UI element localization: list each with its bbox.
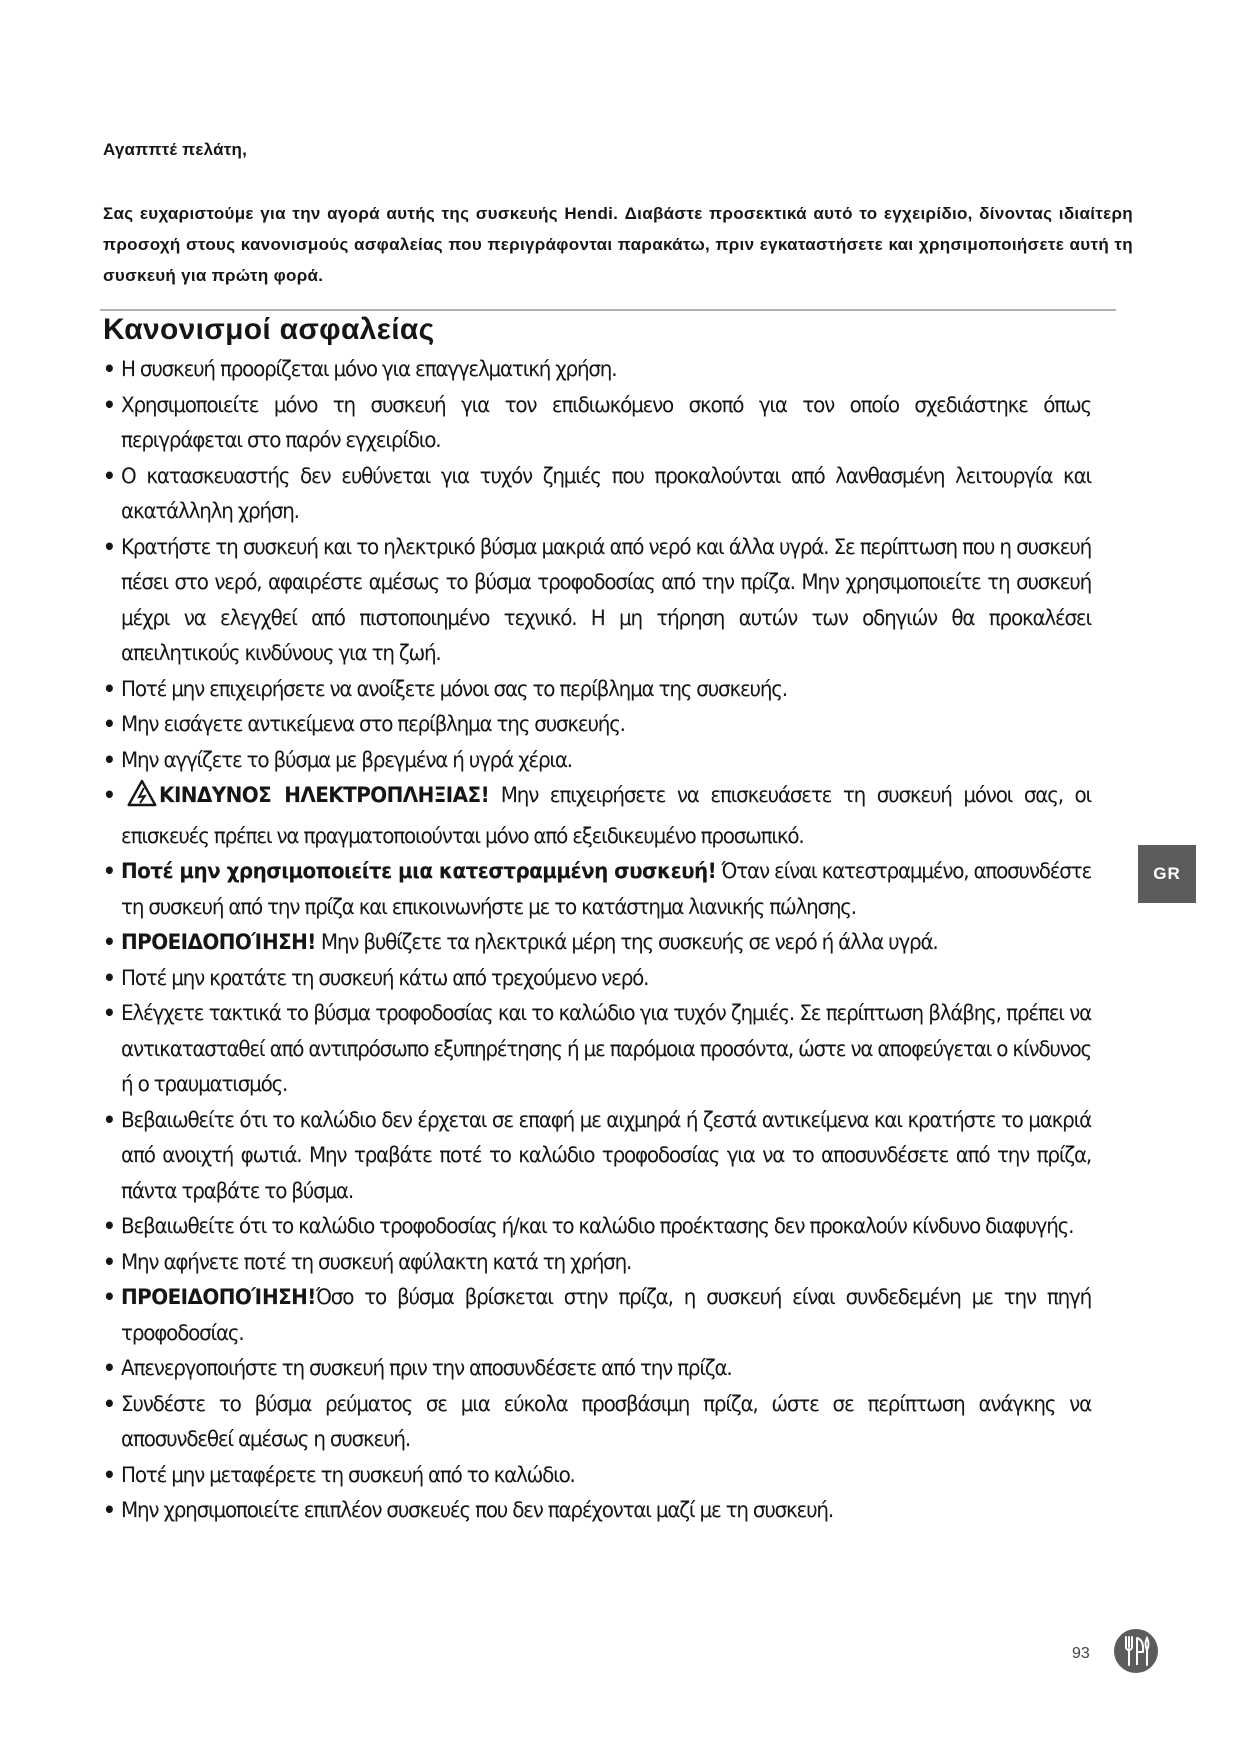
rule-emphasis: ΠΡΟΕΙΔΟΠΟΊΗΣΗ! bbox=[121, 930, 316, 954]
page-number: 93 bbox=[1072, 1645, 1090, 1662]
rule-text: Μην χρησιμοποιείτε επιπλέον συσκευές που δεν παρέχονται μαζί με τη συσκευή. bbox=[121, 1498, 833, 1522]
rule-text: Όταν είναι κατεστραμμένο, αποσυνδέστε τη συσκευή από την πρίζα και επικοινωνήστε με το κατάστημα λιανικής πώλησης. bbox=[121, 859, 1091, 919]
rule-item bbox=[103, 1493, 1091, 1529]
bullet: • bbox=[103, 534, 115, 559]
bullet: • bbox=[103, 1391, 115, 1416]
bullet: • bbox=[103, 1356, 115, 1380]
rule-emphasis: ΚΙΝΔΥΝΟΣ ΗΛΕΚΤΡΟΠΛΗΞΙΑΣ! bbox=[159, 783, 490, 807]
bullet: • bbox=[103, 930, 115, 954]
bullet: • bbox=[103, 463, 115, 488]
rule-text: Ποτέ μην επιχειρήσετε να ανοίξετε μόνοι σας το περίβλημα της συσκευής. bbox=[121, 676, 787, 701]
rule-text: Χρησιμοποιείτε μόνο τη συσκευή για τον επιδιωκόμενο σκοπό για τον οποίο σχεδιάστηκε όπως περιγράφεται στο παρόν εγχειρίδιο. bbox=[121, 392, 1092, 452]
rule-item bbox=[103, 743, 1091, 779]
bullet: • bbox=[103, 1214, 115, 1238]
bullet: • bbox=[103, 1285, 115, 1309]
bullet: • bbox=[103, 676, 115, 701]
rule-text: Ελέγχετε τακτικά το βύσμα τροφοδοσίας και το καλώδιο για τυχόν ζημιές. Σε περίπτωση βλάβης, πρέπει να αντικατασταθεί από αντιπρόσωπο εξυπηρέτησης ή με παρόμοια προσόντα, ώστε να αποφεύγεται ο κίνδυνος ή ο τραυματισμός. bbox=[121, 1001, 1092, 1096]
rule-emphasis: Ποτέ μην χρησιμοποιείτε μια κατεστραμμένη συσκευή! bbox=[121, 859, 717, 883]
rule-text: Βεβαιωθείτε ότι το καλώδιο δεν έρχεται σε επαφή με αιχμηρά ή ζεστά αντικείμενα και κρατήστε το μακριά από ανοιχτή φωτιά. Μην τραβάτε ποτέ το καλώδιο τροφοδοσίας για να το αποσυνδέσετε από την πρίζα, πάντα τραβάτε το βύσμα. bbox=[121, 1107, 1092, 1203]
cutlery-logo-icon bbox=[1113, 1628, 1159, 1679]
rule-item bbox=[103, 707, 1091, 743]
rule-text: Μην επιχειρήσετε να επισκευάσετε τη συσκευή μόνοι σας, οι επισκευές πρέπει να πραγματοποιούνται μόνο από εξειδικευμένο προσωπικό. bbox=[121, 783, 1091, 848]
rule-item bbox=[103, 1351, 1091, 1387]
bullet: • bbox=[103, 392, 115, 417]
bullet: • bbox=[103, 747, 115, 772]
rule-text: Η συσκευή προορίζεται μόνο για επαγγελματική χρήση. bbox=[121, 357, 617, 381]
bullet: • bbox=[103, 1249, 115, 1274]
greeting: Αγαππτέ πελάτη, bbox=[103, 140, 248, 159]
rule-text: Ποτέ μην κρατάτε τη συσκευή κάτω από τρεχούμενο νερό. bbox=[121, 965, 649, 990]
rule-item bbox=[103, 1245, 1091, 1281]
bullet: • bbox=[103, 712, 115, 736]
rule-item bbox=[103, 352, 1091, 388]
rule-text: Συνδέστε το βύσμα ρεύματος σε μια εύκολα προσβάσιμη πρίζα, ώστε σε περίπτωση ανάγκης να αποσυνδεθεί αμέσως η συσκευή. bbox=[121, 1391, 1092, 1451]
rule-text: Μην εισάγετε αντικείμενα στο περίβλημα της συσκευής. bbox=[121, 712, 625, 736]
rule-text: Κρατήστε τη συσκευή και το ηλεκτρικό βύσμα μακριά από νερό και άλλα υγρά. Σε περίπτωση που η συσκευή πέσει στο νερό, αφαιρέστε αμέσως το βύσμα τροφοδοσίας από την πρίζα. Μην χρησιμοποιείτε τη συσκευή μέχρι να ελεγχθεί από πιστοποιημένο τεχνικό. Η μη τήρηση αυτών των οδηγιών θα προκαλέσει απειλητικούς κινδύνους για τη ζωή. bbox=[121, 534, 1092, 665]
bullet: • bbox=[103, 1107, 115, 1132]
rule-text: Μην αγγίζετε το βύσμα με βρεγμένα ή υγρά χέρια. bbox=[121, 747, 572, 772]
rule-item bbox=[103, 388, 1091, 459]
rule-item bbox=[103, 1103, 1091, 1210]
bullet: • bbox=[103, 1001, 115, 1025]
rule-item bbox=[103, 961, 1091, 997]
rule-item bbox=[103, 925, 1091, 961]
rule-item bbox=[103, 778, 1091, 854]
bullet: • bbox=[103, 859, 115, 883]
rule-item bbox=[103, 459, 1091, 530]
rule-text: Απενεργοποιήστε τη συσκευή πριν την αποσυνδέσετε από την πρίζα. bbox=[121, 1356, 732, 1380]
language-tab: GR bbox=[1138, 845, 1196, 903]
bullet: • bbox=[103, 1462, 115, 1487]
rule-emphasis: ΠΡΟΕΙΔΟΠΟΊΗΣΗ! bbox=[121, 1285, 316, 1309]
rule-item bbox=[103, 672, 1091, 708]
bullet: • bbox=[103, 783, 115, 807]
rule-text: Όσο το βύσμα βρίσκεται στην πρίζα, η συσκευή είναι συνδεδεμένη με την πηγή τροφοδοσίας. bbox=[121, 1285, 1091, 1345]
rule-text: Βεβαιωθείτε ότι το καλώδιο τροφοδοσίας ή/και το καλώδιο προέκτασης δεν προκαλούν κίνδυνο διαφυγής. bbox=[121, 1214, 1074, 1238]
intro-paragraph: Σας ευχαριστούμε για την αγορά αυτής της συσκευής Hendi. Διαβάστε προσεκτικά αυτό το εγχειρίδιο, δίνοντας ιδιαίτερη προσοχή στους κανονισμούς ασφαλείας που περιγράφονται παρακάτω, πριν εγκαταστήσετε και χρησιμοποιήσετε αυτή τη συσκευή για πρώτη φορά. bbox=[103, 204, 1133, 285]
safety-rules-list bbox=[103, 352, 1091, 1529]
rule-item bbox=[103, 1458, 1091, 1494]
rule-item bbox=[103, 854, 1091, 925]
rule-item bbox=[103, 1280, 1091, 1351]
section-title: Κανονισμοί ασφαλείας bbox=[103, 313, 435, 346]
rule-item bbox=[103, 530, 1091, 672]
electric-hazard-icon bbox=[127, 779, 157, 819]
rule-text: Μην βυθίζετε τα ηλεκτρικά μέρη της συσκευής σε νερό ή άλλα υγρά. bbox=[315, 930, 938, 954]
rule-text: Ποτέ μην μεταφέρετε τη συσκευή από το καλώδιο. bbox=[121, 1462, 575, 1487]
section-divider bbox=[100, 309, 1116, 311]
rule-item bbox=[103, 1209, 1091, 1245]
bullet: • bbox=[103, 965, 115, 990]
rule-text: Μην αφήνετε ποτέ τη συσκευή αφύλακτη κατά τη χρήση. bbox=[121, 1249, 632, 1274]
rule-item bbox=[103, 996, 1091, 1103]
rule-text: Ο κατασκευαστής δεν ευθύνεται για τυχόν ζημιές που προκαλούνται από λανθασμένη λειτουργία και ακατάλληλη χρήση. bbox=[121, 463, 1092, 523]
bullet: • bbox=[103, 357, 115, 381]
bullet: • bbox=[103, 1498, 115, 1522]
rule-item bbox=[103, 1387, 1091, 1458]
